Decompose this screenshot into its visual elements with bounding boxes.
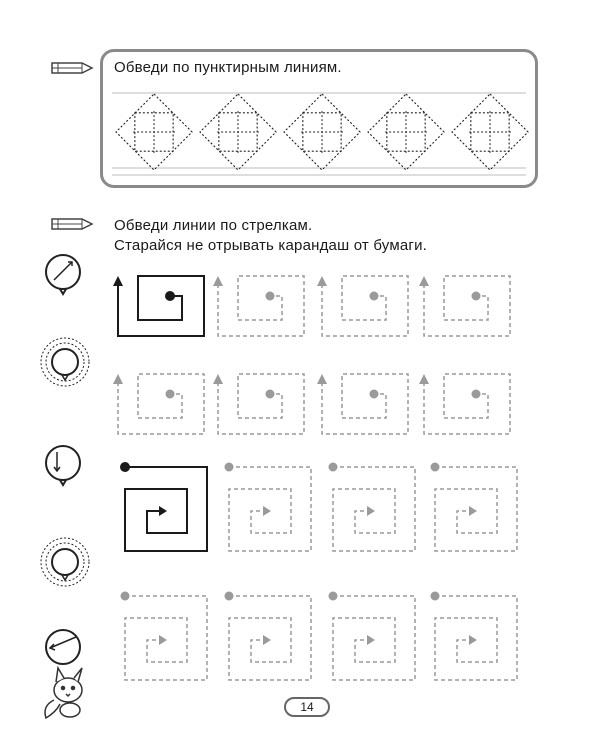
arrow-right-icon [367, 635, 375, 645]
maze-trace-up [317, 276, 408, 336]
maze-trace-up [419, 374, 510, 434]
dotted-star [116, 94, 192, 170]
maze-trace-up [113, 374, 204, 434]
arrow-up-icon [419, 276, 429, 286]
start-dot [472, 292, 481, 301]
maze-trace-up [213, 276, 304, 336]
dotted-star [200, 94, 276, 170]
start-dot [370, 390, 379, 399]
maze-trace-spiral [431, 463, 518, 552]
maze-sample-spiral [120, 462, 207, 551]
arrow-up-icon [113, 374, 123, 384]
task2-instruction-line2: Старайся не отрывать карандаш от бумаги. [114, 237, 428, 254]
task1-instruction: Обведи по пунктирным линиям. [114, 59, 342, 76]
arrow-up-icon [113, 276, 123, 286]
dotted-star [452, 94, 528, 170]
maze-trace-spiral [329, 463, 416, 552]
start-dot [165, 291, 175, 301]
arrow-right-icon [159, 635, 167, 645]
pencil-icon [52, 219, 92, 229]
balloon-icon-clockwise [46, 255, 80, 294]
guide-lines [112, 93, 526, 175]
maze-trace-spiral [225, 463, 312, 552]
start-dot [370, 292, 379, 301]
maze-trace-spiral [121, 592, 208, 681]
balloon-icon-down [46, 446, 80, 485]
fox-icon [45, 668, 82, 718]
arrow-right-icon [367, 506, 375, 516]
maze-sample-up [113, 276, 204, 336]
arrow-up-icon [317, 374, 327, 384]
maze-trace-up [317, 374, 408, 434]
start-dot [472, 390, 481, 399]
maze-trace-spiral [225, 592, 312, 681]
arrow-up-icon [213, 276, 223, 286]
arrow-right-icon [159, 506, 167, 516]
maze-trace-up [213, 374, 304, 434]
arrow-right-icon [263, 635, 271, 645]
start-dot [266, 390, 275, 399]
arrow-right-icon [469, 635, 477, 645]
arrow-right-icon [469, 506, 477, 516]
pencil-icon [52, 63, 92, 73]
arrow-up-icon [317, 276, 327, 286]
page-number: 14 [284, 697, 330, 717]
start-dot [166, 390, 175, 399]
arrow-up-icon [419, 374, 429, 384]
maze-trace-spiral [329, 592, 416, 681]
arrow-right-icon [263, 506, 271, 516]
dotted-star [284, 94, 360, 170]
maze-trace-spiral [431, 592, 518, 681]
dotted-star [368, 94, 444, 170]
balloon-icon-left [46, 630, 80, 664]
balloon-icon-spiral-2 [41, 538, 89, 586]
task2-instruction-line1: Обведи линии по стрелкам. [114, 217, 313, 234]
maze-trace-up [419, 276, 510, 336]
start-dot [266, 292, 275, 301]
arrow-up-icon [213, 374, 223, 384]
balloon-icon-spiral [41, 338, 89, 386]
